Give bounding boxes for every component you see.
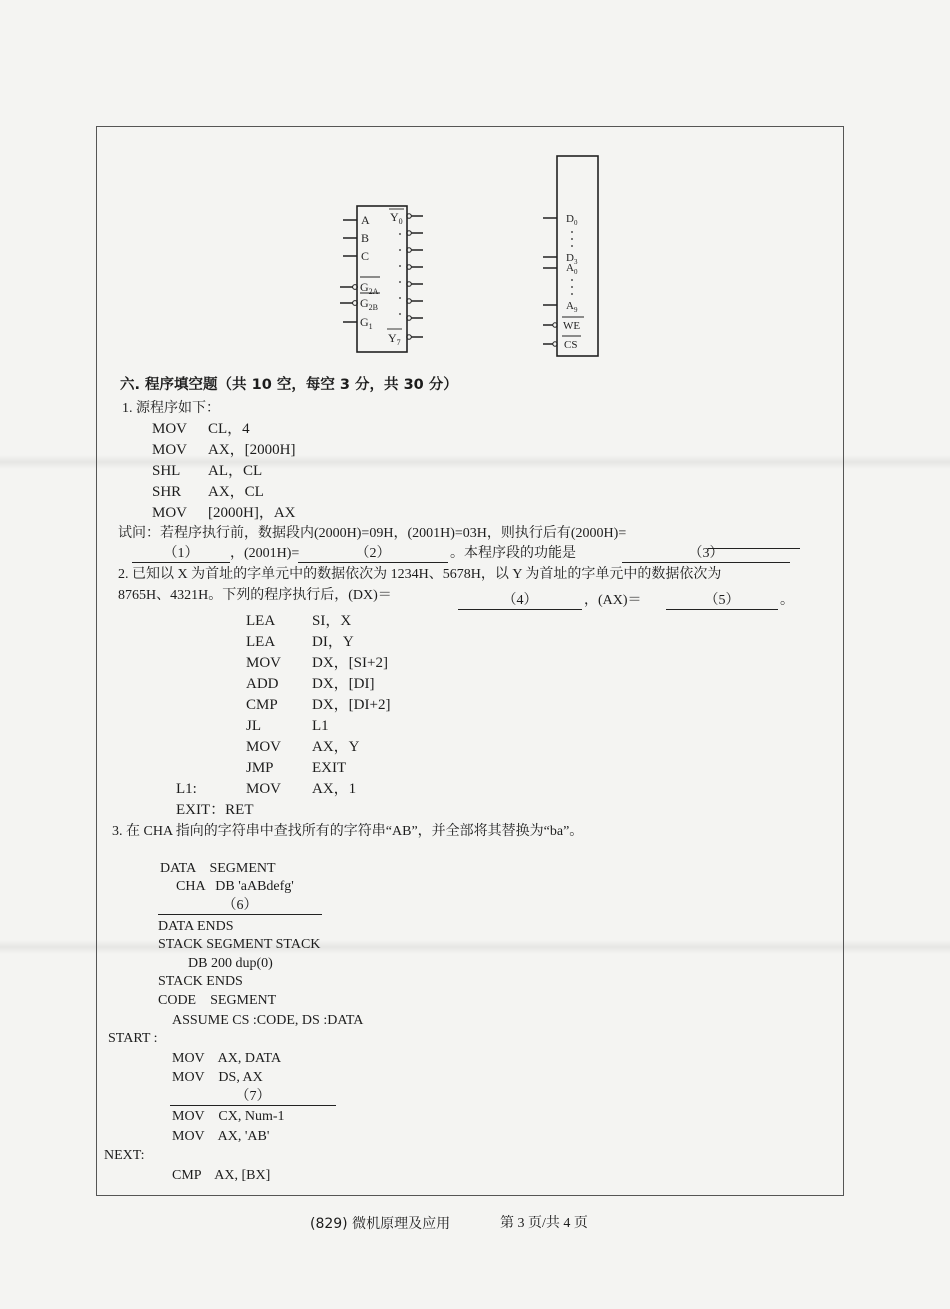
label-c: C — [361, 249, 370, 263]
q2-line1: 2. 已知以 X 为首址的字单元中的数据依次为 1234H、5678H，以 Y 为首址的字单元中的数据依次为 — [118, 567, 722, 582]
answer-blank-6[interactable]: （6） — [158, 897, 322, 915]
footer-page-number: 第 3 页/共 4 页 — [500, 1216, 588, 1231]
code-op: MOV — [152, 505, 188, 521]
answer-blank-5[interactable]: （5） — [666, 592, 778, 610]
code-args: AX，[2000H] — [208, 442, 296, 458]
answer-blank-1[interactable]: （1） — [132, 545, 230, 563]
code-line: DATA ENDS — [158, 919, 234, 934]
label-a: A — [361, 213, 370, 227]
code-line: ASSUME CS :CODE, DS :DATA — [172, 1013, 364, 1028]
code-label: NEXT: — [104, 1148, 145, 1163]
code-op: LEA — [246, 634, 276, 650]
code-op: MOV — [246, 655, 282, 671]
code-args: DX，[DI] — [312, 676, 375, 692]
code-op: CMP — [246, 697, 278, 713]
label-cs: CS — [564, 339, 578, 351]
decoder-diagram — [338, 200, 428, 360]
code-args: [2000H]，AX — [208, 505, 296, 521]
code-op: MOV — [246, 739, 282, 755]
code-args: AX，1 — [312, 781, 357, 797]
q2-line2a: 8765H、4321H。下列的程序执行后，(DX)＝ — [118, 588, 392, 603]
code-args: AL，CL — [208, 463, 263, 479]
code-op: SHL — [152, 463, 181, 479]
code-op: JMP — [246, 760, 274, 776]
footer-course: (829) 微机原理及应用 — [310, 1216, 451, 1232]
label-a0: $A_0$ — [566, 262, 578, 276]
q1-tail-text: 。本程序段的功能是 — [450, 546, 576, 561]
label-b: B — [361, 231, 370, 245]
code-line: DB 200 dup(0) — [188, 956, 273, 971]
code-op: SHR — [152, 484, 182, 500]
code-op: ADD — [246, 676, 279, 692]
code-args: SI，X — [312, 613, 352, 629]
code-args: CL，4 — [208, 421, 250, 437]
code-label: L1: — [176, 781, 197, 797]
q1-question: 试问：若程序执行前，数据段内(2000H)=09H，(2001H)=03H，则执行后有(2000H)= — [118, 526, 627, 541]
label-g2a: $G_{2A}$ — [360, 280, 379, 296]
code-line: DATA SEGMENT — [160, 861, 276, 876]
code-op: MOV — [152, 421, 188, 437]
label-y7: $Y_7$ — [388, 331, 401, 347]
label-g2b: $G_{2B}$ — [360, 296, 379, 312]
code-line: CMP AX, [BX] — [172, 1168, 271, 1183]
q1-intro: 1. 源程序如下： — [122, 401, 220, 416]
q1-mid-text: ，(2001H)= — [230, 546, 300, 561]
code-op: JL — [246, 718, 261, 734]
code-exit-line: EXIT：RET — [176, 802, 254, 818]
code-line: CHA DB 'aABdefg' — [176, 879, 294, 894]
code-line: MOV DS, AX — [172, 1070, 263, 1085]
code-args: L1 — [312, 718, 329, 734]
code-args: DI，Y — [312, 634, 354, 650]
answer-blank-3[interactable]: （3） — [622, 545, 790, 563]
label-y0: $Y_0$ — [390, 210, 403, 226]
code-line: MOV CX, Num-1 — [172, 1109, 285, 1124]
exam-frame — [96, 126, 844, 1196]
label-d3: $D_3$ — [566, 252, 578, 266]
label-d0: $D_0$ — [566, 213, 578, 227]
code-line: MOV AX, DATA — [172, 1051, 282, 1066]
code-args: DX，[DI+2] — [312, 697, 391, 713]
q2-line2c: 。 — [780, 593, 794, 608]
section-title: 六. 程序填空题（共 10 空，每空 3 分，共 30 分） — [120, 377, 458, 393]
code-op: MOV — [152, 442, 188, 458]
ram-chip-diagram — [540, 150, 602, 362]
code-label: START : — [108, 1031, 158, 1046]
code-op: MOV — [246, 781, 282, 797]
code-args: AX，CL — [208, 484, 264, 500]
answer-blank-4[interactable]: （4） — [458, 592, 582, 610]
label-we: WE — [563, 320, 581, 332]
answer-blank-2[interactable]: （2） — [298, 545, 448, 563]
code-line: STACK ENDS — [158, 974, 243, 989]
code-args: EXIT — [312, 760, 347, 776]
q2-line2b: ，(AX)＝ — [584, 593, 642, 608]
code-line: STACK SEGMENT STACK — [158, 937, 321, 952]
code-line: MOV AX, 'AB' — [172, 1129, 270, 1144]
code-op: LEA — [246, 613, 276, 629]
label-g1: $G_1$ — [360, 315, 373, 331]
answer-blank-7[interactable]: （7） — [170, 1088, 336, 1106]
code-line: CODE SEGMENT — [158, 993, 277, 1008]
q3-intro: 3. 在 CHA 指向的字符串中查找所有的字符串“AB”，并全部将其替换为“ba”。 — [112, 824, 584, 839]
code-args: AX，Y — [312, 739, 360, 755]
label-a9: $A_9$ — [566, 300, 578, 314]
code-args: DX，[SI+2] — [312, 655, 388, 671]
